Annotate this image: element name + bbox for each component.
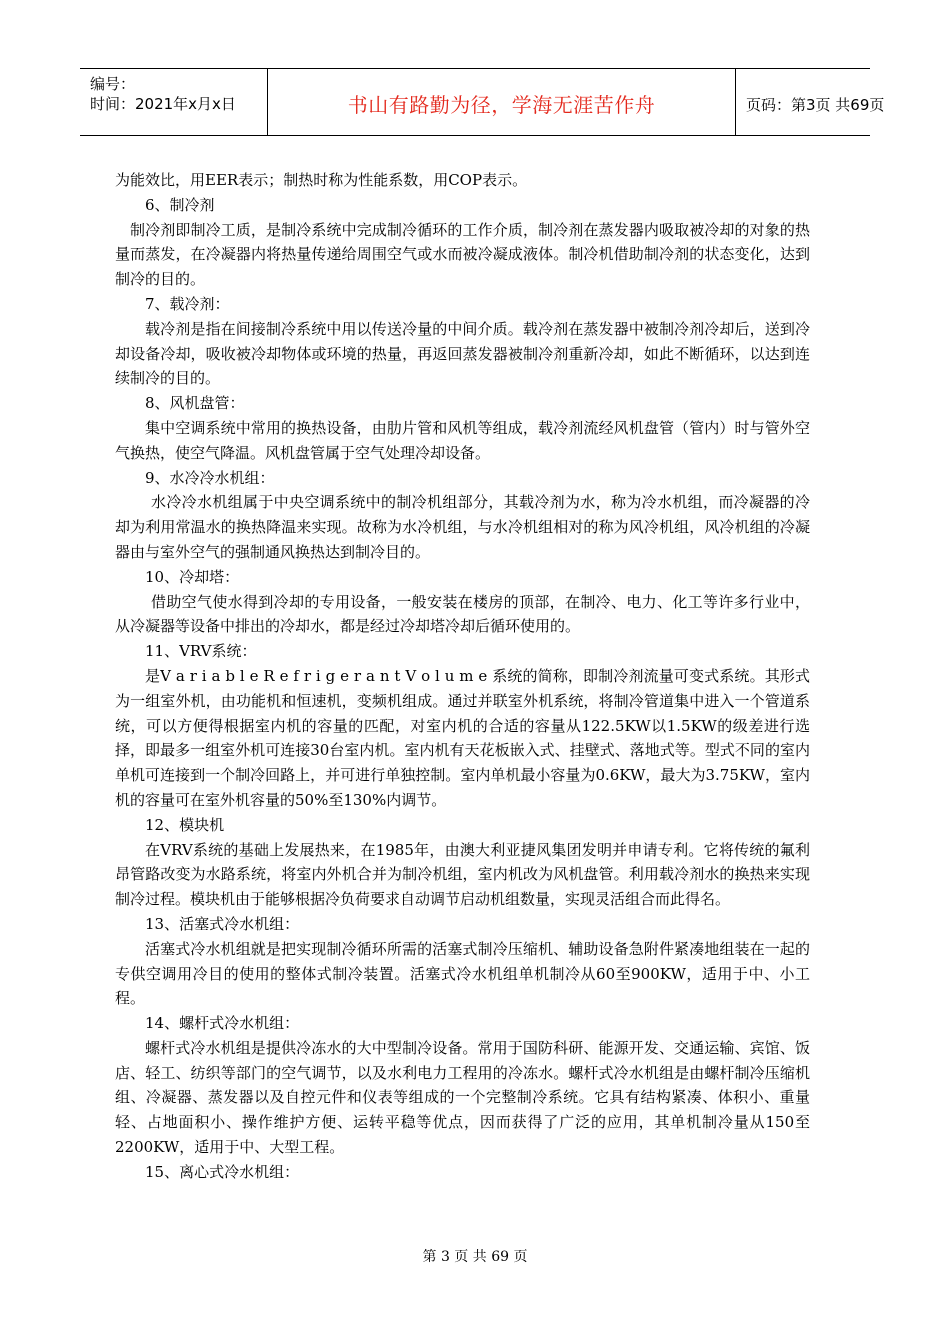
page-header xyxy=(80,68,885,136)
section-heading: 14、螺杆式冷水机组： xyxy=(145,1014,300,1033)
section-heading: 15、离心式冷水机组： xyxy=(145,1162,300,1181)
header-info-cell xyxy=(80,69,268,135)
body-paragraph: 是V a r i a b l e R e f r i g e r a n t V o l u m e 系统的简称，即制冷剂流量可变式系统。其形式为一组室外机，由功能机和恒速机，变频机组成。通过并联室外机系统，将制冷管道集中进入一个管道系统，可以方便得根据室内机的容量的匹配，对室内机的合适的容量从122.5KW以1.5KW的级差进行选择，即最多一组室外机可连接30台室内机。室内机有天花板嵌入式、挂壁式、落地式等。型式不同的室内单机可连接到一个制冷回路上，并可进行单独控制。室内单机最小容量为0.6KW，最大为3.75KW，室内机的容量可在室外机容量的50%至130%内调节。 xyxy=(115,666,810,809)
body-paragraph: 集中空调系统中常用的换热设备，由肋片管和风机等组成，载冷剂流经风机盘管（管内）时与管外空气换热，使空气降温。风机盘管属于空气处理冷却设备。 xyxy=(115,418,810,462)
header-motto-cell xyxy=(268,69,736,135)
document-number: 编号： xyxy=(90,75,136,93)
document-body xyxy=(115,168,810,1185)
section-heading: 12、模块机 xyxy=(145,815,225,834)
header-page-number: 页码：第3页 共69页 xyxy=(746,96,885,114)
section-heading: 7、载冷剂： xyxy=(145,294,230,313)
document-date: 时间：2021年x月x日 xyxy=(90,95,236,113)
body-paragraph: 活塞式冷水机组就是把实现制冷循环所需的活塞式制冷压缩机、辅助设备急附件紧凑地组装在一起的专供空调用冷目的使用的整体式制冷装置。活塞式冷水机组单机制冷从60至900KW，适用于中、小工程。 xyxy=(115,939,810,1008)
section-heading: 8、风机盘管： xyxy=(145,394,245,413)
body-paragraph: 制冷剂即制冷工质，是制冷系统中完成制冷循环的工作介质，制冷剂在蒸发器内吸取被冷却的对象的热量而蒸发，在冷凝器内将热量传递给周围空气或水而被冷凝成液体。制冷机借助制冷剂的状态变化，达到制冷的目的。 xyxy=(115,220,810,289)
body-paragraph: 水冷冷水机组属于中央空调系统中的制冷机组部分，其载冷剂为水，称为冷水机组，而冷凝器的冷却为利用常温水的换热降温来实现。故称为水冷机组，与水冷机组相对的称为风冷机组，风冷机组的冷凝器由与室外空气的强制通风换热达到制冷目的。 xyxy=(115,493,810,561)
motto-text: 书山有路勤为径，学海无涯苦作舟 xyxy=(347,93,656,117)
section-heading: 10、冷却塔： xyxy=(145,567,240,586)
section-heading: 6、制冷剂 xyxy=(145,195,215,214)
header-page-cell xyxy=(736,69,885,135)
page-footer: 第 3 页 共 69 页 xyxy=(422,1249,528,1265)
body-paragraph: 在VRV系统的基础上发展热来，在1985年，由澳大利亚捷风集团发明并申请专利。它将传统的氟利昂管路改变为水路系统，将室内外机合并为制冷机组，室内机改为风机盘管。利用载冷剂水的换热来实现制冷过程。模块机由于能够根据冷负荷要求自动调节启动机组数量，实现灵活组合而此得名。 xyxy=(115,840,810,909)
section-heading: 9、水冷冷水机组： xyxy=(145,468,275,487)
body-paragraph: 载冷剂是指在间接制冷系统中用以传送冷量的中间介质。载冷剂在蒸发器中被制冷剂冷却后，送到冷却设备冷却，吸收被冷却物体或环境的热量，再返回蒸发器被制冷剂重新冷却，如此不断循环，以达到连续制冷的目的。 xyxy=(115,319,810,388)
body-paragraph: 螺杆式冷水机组是提供冷冻水的大中型制冷设备。常用于国防科研、能源开发、交通运输、宾馆、饭店、轻工、纺织等部门的空气调节，以及水利电力工程用的冷冻水。螺杆式冷水机组是由螺杆制冷压缩机组、冷凝器、蒸发器以及自控元件和仪表等组成的一个完整制冷系统。它具有结构紧凑、体积小、重量轻、占地面积小、操作维护方便、运转平稳等优点，因而获得了广泛的应用，其单机制冷量从150至2200KW，适用于中、大型工程。 xyxy=(115,1038,810,1157)
section-heading: 11、VRV系统： xyxy=(145,642,257,661)
body-paragraph: 为能效比，用EER表示；制热时称为性能系数，用COP表示。 xyxy=(115,171,528,189)
section-heading: 13、活塞式冷水机组： xyxy=(145,914,300,933)
body-paragraph: 借助空气使水得到冷却的专用设备，一般安装在楼房的顶部，在制冷、电力、化工等许多行业中，从冷凝器等设备中排出的冷却水，都是经过冷却塔冷却后循环使用的。 xyxy=(115,592,810,636)
